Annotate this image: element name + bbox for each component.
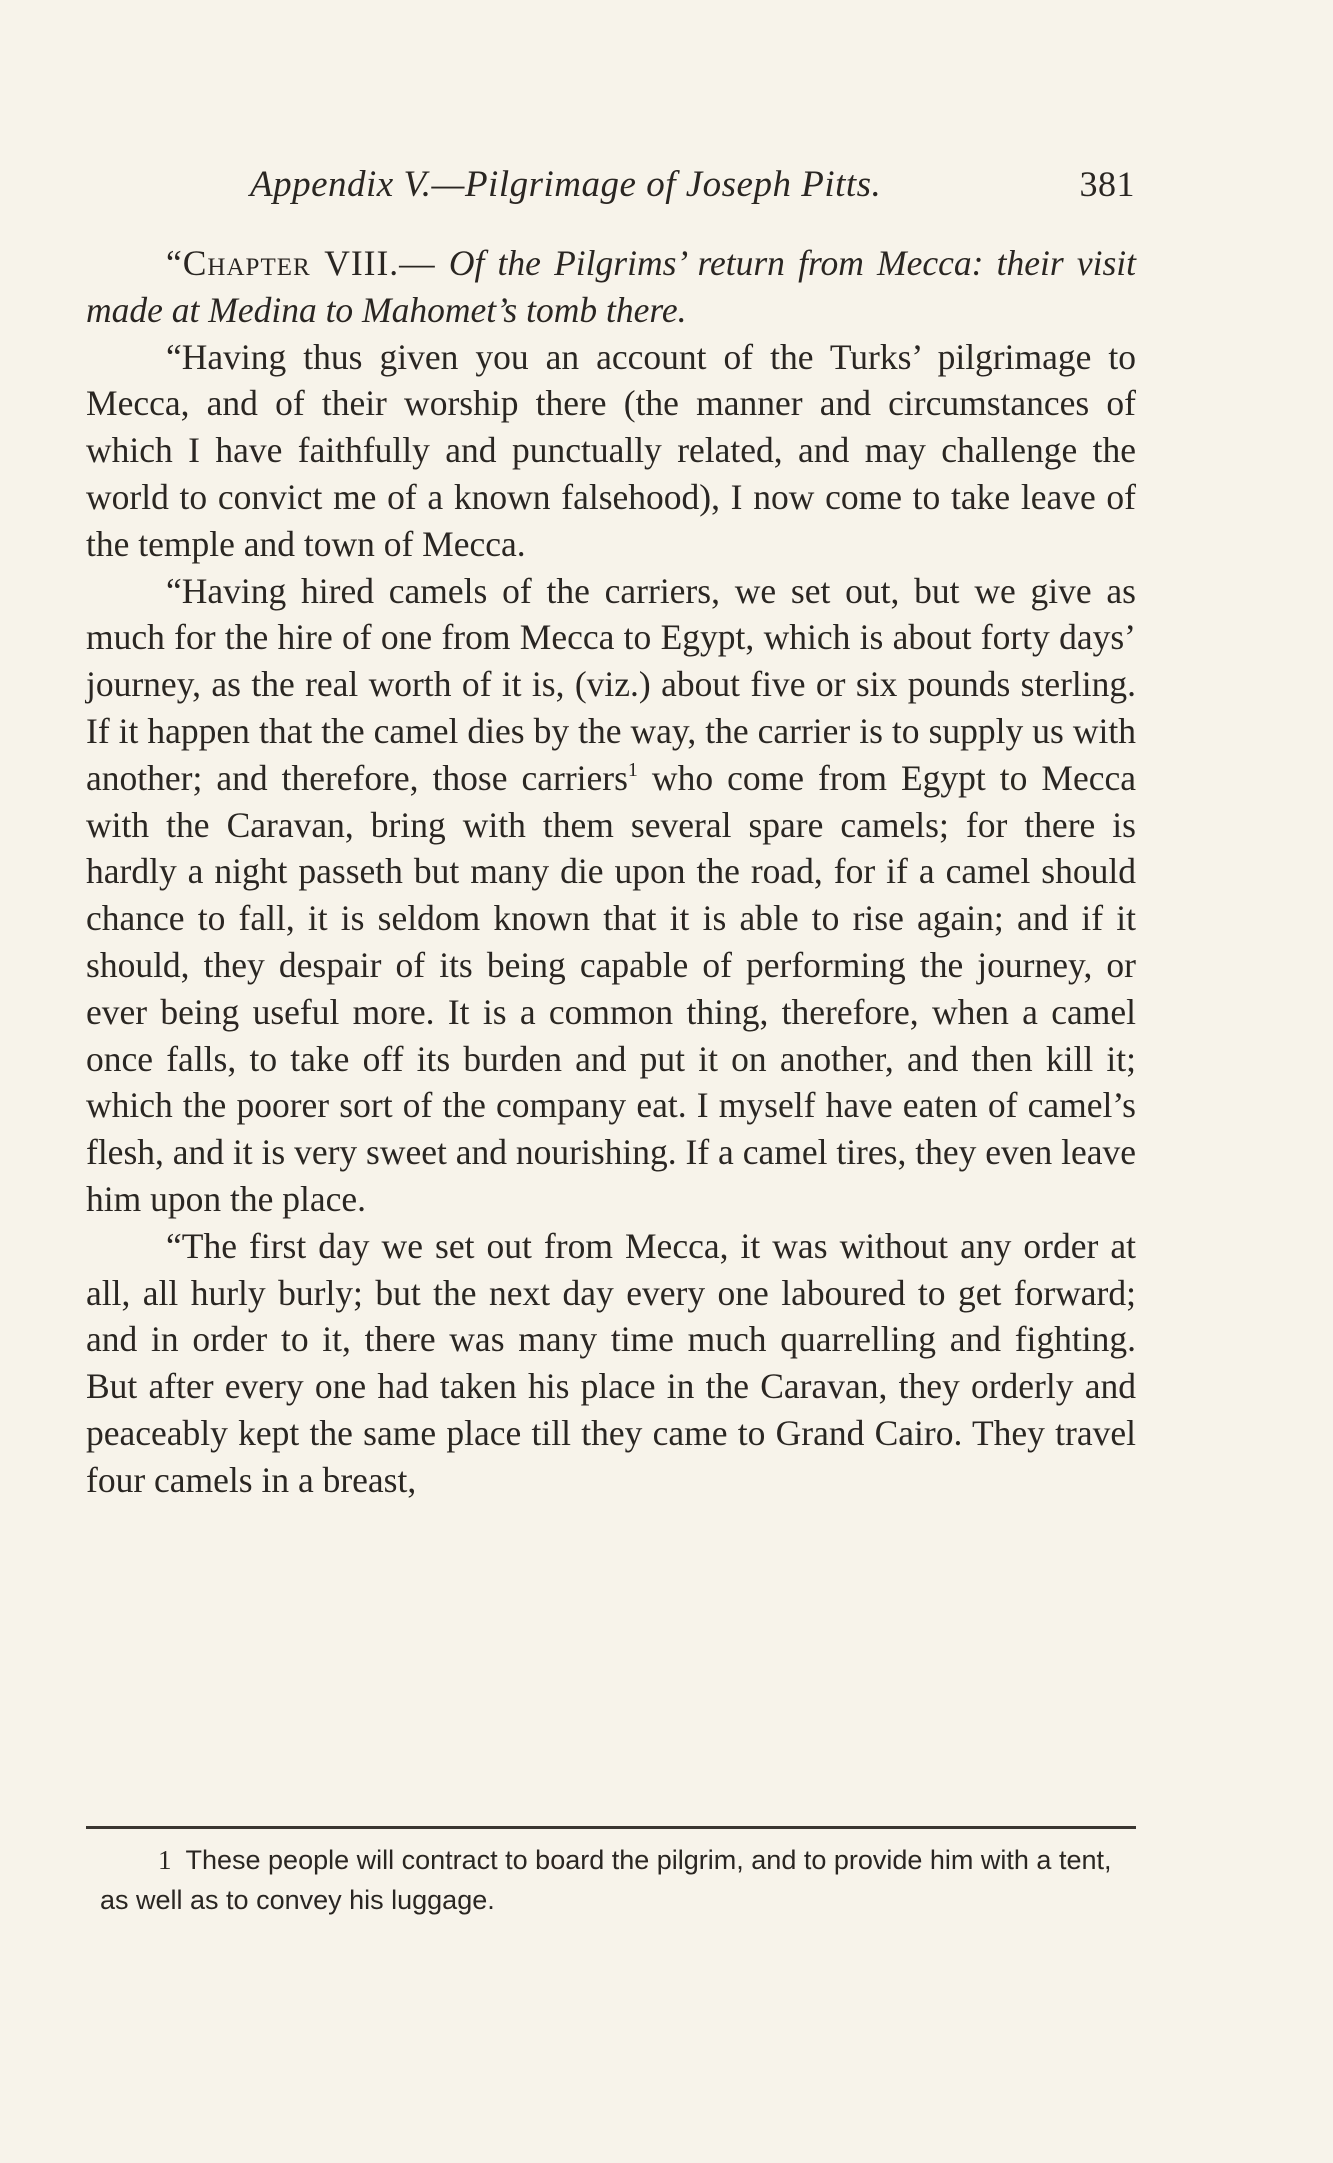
page-number: 381 [1079, 164, 1135, 204]
paragraph-3: “The first day we set out from Mecca, it was without any order at all, all hurly burly; but the next day every one laboured to get forward; and in order to it, there was many time much quarrelling and fighting. But after every one had taken his place in the Caravan, they orderly and peaceably kept the same place till they came to Grand Cairo. They travel four camels in a breast, [86, 1225, 1136, 1500]
running-head [250, 163, 1135, 213]
running-head-title: Appendix V.—Pilgrimage of Joseph Pitts. [250, 164, 882, 205]
footnote [100, 1840, 1136, 1920]
paragraph-1: “Having thus given you an account of the Turks’ pilgrimage to Mecca, and of their worship there (the manner and circumstances of which I have faithfully and punctually related, and may challenge the world to convict me of a known falsehood), I now come to take leave of the temple and town of Mecca. [86, 336, 1136, 564]
chapter-title: Of the Pilgrims’ return from Mecca: their visit made at Medina to Mahomet’s tomb there. [86, 243, 1137, 330]
chapter-heading [86, 240, 1136, 334]
footnote-mark: 1 [158, 1845, 172, 1875]
footnote-text: These people will contract to board the pilgrim, and to provide him with a tent, as well as to convey his luggage. [100, 1845, 1112, 1915]
paragraph-2-text-after-note: who come from Egypt to Mecca with the Caravan, bring with them several spare camels; for there is hardly a night passeth but many die upon the road, for if a camel should chance to fall, it is seldom known that it is able to rise again; and if it should, they despair of its being capable of performing the journey, or ever being useful more. It is a common thing, therefore, when a camel once falls, to take off its burden and put it on another, and then kill it; which the poorer sort of the company eat. I myself have eaten of camel’s flesh, and it is very sweet and nourishing. If a camel tires, they even leave him upon the place. [86, 757, 1136, 1219]
chapter-label: “Chapter VIII.— [166, 243, 436, 283]
body-text [86, 240, 1136, 1504]
paragraph-2-text-before-note: “Having hired camels of the carriers, we set out, but we give as much for the hire of one from Mecca to Egypt, which is about forty days’ journey, as the real worth of it is, (viz.) about five or six pounds sterling. If it happen that the camel dies by the way, the carrier is to supply us with another; and therefore, those carriers [86, 570, 1136, 798]
footnote-rule [86, 1826, 1136, 1829]
paragraph-2 [86, 568, 1136, 1223]
footnote-reference: 1 [627, 758, 638, 781]
